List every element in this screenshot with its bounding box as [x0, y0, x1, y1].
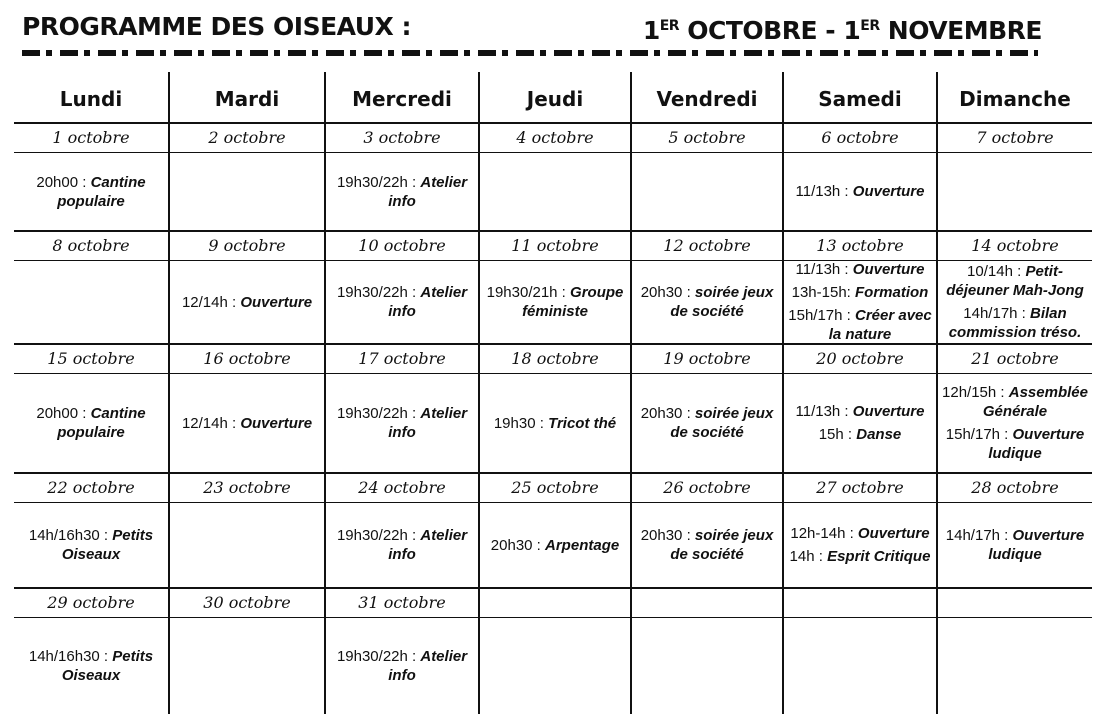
event-time: 20h30 : [640, 527, 695, 544]
event-time: 20h30 : [490, 536, 546, 554]
day-cell [478, 503, 630, 587]
date-cell: 6 octobre [782, 124, 936, 152]
date-cell: 27 octobre [782, 474, 936, 502]
day-cell [168, 153, 324, 230]
day-cell [14, 618, 168, 714]
date-cell [478, 589, 630, 617]
event-name: Petit-déjeuner Mah-Jong [946, 263, 1084, 299]
date-cell: 20 octobre [782, 345, 936, 373]
date-cell [936, 589, 1092, 617]
event-item [494, 414, 616, 433]
day-cell [324, 503, 478, 587]
day-cell [168, 503, 324, 587]
event-item [634, 404, 780, 442]
date-cell: 3 octobre [324, 124, 478, 152]
event-name: soirée jeux de société [670, 527, 774, 563]
date-cell: 30 octobre [168, 589, 324, 617]
event-name: soirée jeux de société [670, 405, 774, 441]
event-time: 20h00 : [36, 405, 91, 422]
event-time: 14h/17h : [945, 527, 1013, 544]
event-name: Atelier info [388, 648, 468, 684]
event-name: Petits Oiseaux [61, 648, 154, 684]
event-item [940, 425, 1090, 463]
day-cell [630, 261, 782, 343]
date-cell: 14 octobre [936, 232, 1092, 260]
day-cell [478, 153, 630, 230]
date-cell: 11 octobre [478, 232, 630, 260]
weeks-container [14, 124, 1092, 714]
day-cell [324, 374, 478, 472]
date-cell [630, 589, 782, 617]
day-header-mercredi: Mercredi [324, 72, 478, 122]
page-header [22, 6, 1092, 46]
event-item [328, 283, 476, 321]
event-item [634, 526, 780, 564]
week-row [14, 474, 1092, 589]
event-name: Atelier info [388, 405, 468, 441]
event-time: 14h : [789, 548, 828, 565]
day-header-mardi: Mardi [168, 72, 324, 122]
day-cell [14, 261, 168, 343]
date-row [14, 474, 1092, 503]
week-row [14, 124, 1092, 232]
event-item [940, 262, 1090, 300]
event-item [792, 283, 929, 302]
event-name: Ouverture ludique [988, 426, 1085, 462]
event-name: Esprit Critique [827, 548, 931, 565]
day-cell [630, 374, 782, 472]
day-cell [324, 261, 478, 343]
event-time: 19h30/21h : [486, 284, 571, 301]
event-item [491, 536, 619, 555]
date-cell: 22 octobre [47, 478, 135, 497]
event-item [940, 526, 1090, 564]
event-name: Tricot thé [548, 414, 617, 432]
event-name: Danse [856, 426, 902, 443]
event-name: Assemblée Générale [982, 384, 1088, 420]
day-cell [936, 503, 1092, 587]
event-item [182, 414, 312, 433]
date-cell: 9 octobre [168, 232, 324, 260]
event-time: 12h/15h : [942, 384, 1009, 401]
day-cell [630, 503, 782, 587]
day-cell [324, 618, 478, 714]
date-cell: 18 octobre [478, 345, 630, 373]
day-header-row [14, 72, 1092, 124]
event-time: 20h00 : [36, 173, 91, 191]
event-row [14, 374, 1092, 474]
day-cell [936, 261, 1092, 343]
date-cell: 29 octobre [47, 593, 135, 612]
day-cell [478, 261, 630, 343]
event-item [940, 383, 1090, 421]
date-range-sup2: ER [860, 18, 880, 34]
event-time: 10/14h : [967, 263, 1026, 280]
week-row [14, 345, 1092, 474]
event-time: 19h30/22h : [336, 527, 421, 544]
event-row [14, 261, 1092, 345]
date-cell [782, 589, 936, 617]
event-time: 12/14h : [181, 414, 241, 432]
event-item [940, 304, 1090, 342]
date-cell: 21 octobre [936, 345, 1092, 373]
event-name: Groupe féministe [522, 284, 624, 320]
event-item [16, 647, 166, 685]
event-time: 11/13h : [795, 261, 853, 278]
event-name: Ouverture [852, 183, 925, 200]
event-item [328, 404, 476, 442]
event-item [328, 173, 476, 211]
date-cell: 4 octobre [478, 124, 630, 152]
event-item [328, 526, 476, 564]
day-cell [14, 153, 168, 230]
day-cell [630, 618, 782, 714]
day-cell [782, 374, 936, 472]
event-item [16, 526, 166, 564]
event-name: Petits Oiseaux [61, 527, 154, 563]
date-cell: 2 octobre [168, 124, 324, 152]
event-item [790, 547, 931, 566]
date-range-part1: 1 [642, 16, 660, 45]
event-time: 19h30/22h : [336, 405, 421, 422]
date-cell: 16 octobre [168, 345, 324, 373]
event-row [14, 618, 1092, 714]
event-item [819, 425, 902, 444]
date-range-part2: OCTOBRE - 1 [679, 16, 861, 45]
date-cell: 13 octobre [782, 232, 936, 260]
event-item [182, 293, 312, 312]
date-cell: 15 octobre [47, 349, 135, 368]
event-item [482, 283, 628, 321]
event-item [328, 647, 476, 685]
day-cell [168, 261, 324, 343]
event-time: 14h/17h : [963, 305, 1031, 322]
date-range-title [643, 16, 1042, 45]
day-cell [168, 374, 324, 472]
day-cell [936, 618, 1092, 714]
date-cell: 17 octobre [324, 345, 478, 373]
date-cell: 7 octobre [936, 124, 1092, 152]
day-cell [478, 618, 630, 714]
event-item [796, 402, 925, 421]
event-time: 19h30 : [493, 414, 549, 432]
date-cell: 23 octobre [168, 474, 324, 502]
day-cell [782, 503, 936, 587]
event-time: 13h-15h: [791, 284, 856, 301]
event-name: Ouverture [240, 414, 313, 432]
event-time: 20h30 : [640, 405, 695, 422]
event-name: Créer avec la nature [828, 307, 932, 343]
event-name: Ouverture [852, 261, 925, 278]
event-time: 11/13h : [795, 183, 853, 200]
event-name: Atelier info [388, 527, 468, 563]
week-row [14, 589, 1092, 714]
event-item [16, 173, 166, 211]
event-time: 11/13h : [795, 403, 853, 420]
event-item [786, 306, 934, 344]
day-cell [478, 374, 630, 472]
day-cell [782, 618, 936, 714]
event-name: Formation [855, 284, 929, 301]
dashed-divider [22, 50, 1038, 56]
day-cell [782, 261, 936, 343]
date-cell: 31 octobre [324, 589, 478, 617]
date-row [14, 589, 1092, 618]
event-item [16, 404, 166, 442]
event-time: 14h/16h30 : [28, 527, 113, 544]
event-time: 15h/17h : [945, 426, 1013, 443]
date-cell: 25 octobre [478, 474, 630, 502]
program-title: PROGRAMME DES OISEAUX : [22, 12, 412, 41]
event-name: Ouverture ludique [988, 527, 1085, 563]
event-name: Arpentage [545, 536, 620, 554]
date-cell: 8 octobre [52, 236, 130, 255]
date-row [14, 232, 1092, 261]
event-item [796, 260, 925, 279]
day-cell [324, 153, 478, 230]
event-time: 19h30/22h : [336, 284, 421, 301]
event-name: soirée jeux de société [670, 284, 774, 320]
event-name: Atelier info [388, 173, 468, 210]
event-time: 15h : [818, 426, 857, 443]
day-cell [936, 374, 1092, 472]
date-cell: 1 octobre [52, 128, 130, 147]
event-name: Ouverture [857, 525, 930, 542]
week-row [14, 232, 1092, 345]
event-time: 14h/16h30 : [28, 648, 113, 665]
event-name: Bilan commission tréso. [948, 305, 1082, 341]
event-time: 12h-14h : [790, 525, 858, 542]
day-header-lundi: Lundi [59, 87, 123, 111]
day-header-samedi: Samedi [782, 72, 936, 122]
date-cell: 28 octobre [936, 474, 1092, 502]
event-name: Ouverture [852, 403, 925, 420]
day-header-dimanche: Dimanche [936, 72, 1092, 122]
date-cell: 12 octobre [630, 232, 782, 260]
date-cell: 5 octobre [630, 124, 782, 152]
event-time: 19h30/22h : [336, 173, 421, 191]
date-range-sup1: ER [659, 18, 680, 34]
date-row [14, 345, 1092, 374]
day-cell [630, 153, 782, 230]
date-range-part3: NOVEMBRE [879, 16, 1042, 45]
event-name: Cantine populaire [57, 405, 146, 441]
event-item [796, 182, 925, 201]
day-cell [168, 618, 324, 714]
date-cell: 10 octobre [324, 232, 478, 260]
date-cell: 19 octobre [630, 345, 782, 373]
event-time: 15h/17h : [788, 307, 855, 324]
event-time: 19h30/22h : [336, 648, 421, 665]
event-item [790, 524, 929, 543]
day-cell [14, 503, 168, 587]
day-cell [14, 374, 168, 472]
day-cell [936, 153, 1092, 230]
event-row [14, 503, 1092, 589]
event-name: Cantine populaire [57, 173, 146, 210]
event-name: Ouverture [240, 293, 313, 311]
date-row [14, 124, 1092, 153]
date-cell: 24 octobre [324, 474, 478, 502]
event-row [14, 153, 1092, 232]
day-header-vendredi: Vendredi [630, 72, 782, 122]
event-name: Atelier info [388, 284, 468, 320]
day-header-jeudi: Jeudi [478, 72, 630, 122]
day-cell [782, 153, 936, 230]
date-cell: 26 octobre [630, 474, 782, 502]
event-time: 20h30 : [640, 284, 695, 301]
event-item [634, 283, 780, 321]
calendar-grid [14, 72, 1092, 714]
event-time: 12/14h : [181, 293, 241, 311]
